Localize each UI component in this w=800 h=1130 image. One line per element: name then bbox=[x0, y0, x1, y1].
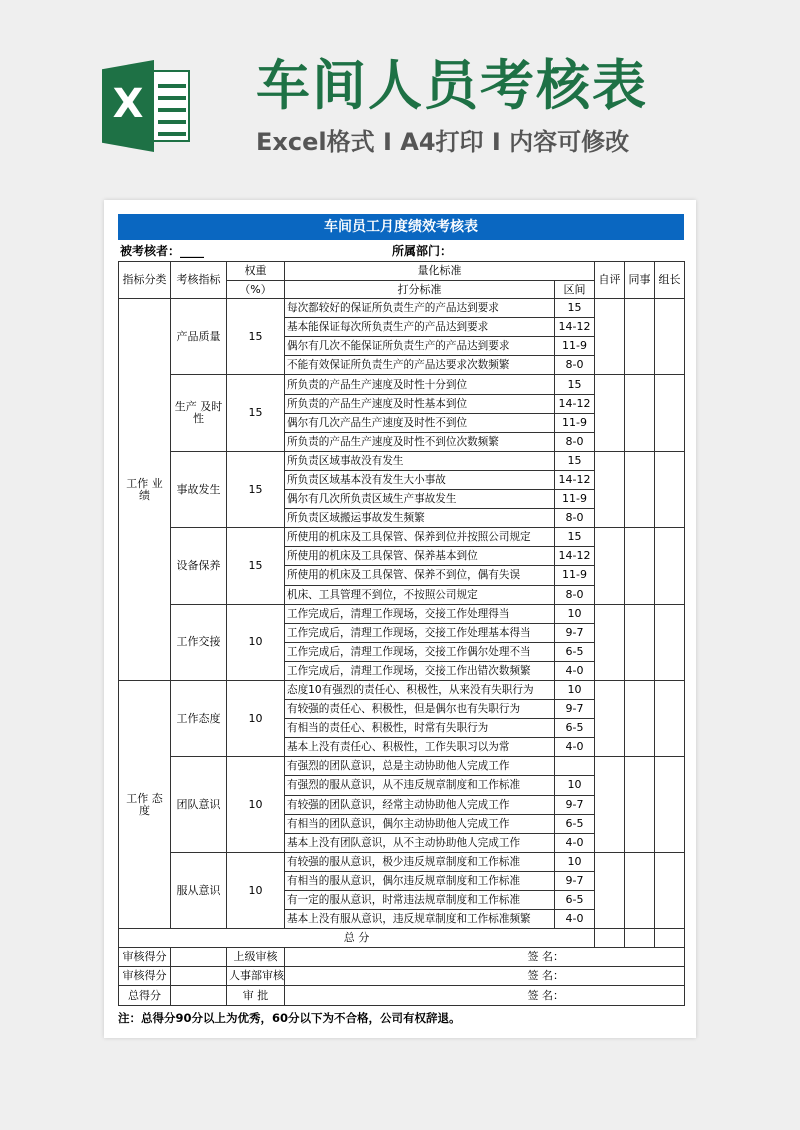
weight-cell: 10 bbox=[227, 604, 285, 680]
scoring-standard-cell: 态度10有强烈的责任心、积极性，从来没有失职行为 bbox=[285, 680, 555, 699]
scoring-standard-cell: 有相当的团队意识，偶尔主动协助他人完成工作 bbox=[285, 814, 555, 833]
range-cell: 14-12 bbox=[555, 318, 595, 337]
score-value-cell[interactable] bbox=[171, 967, 227, 986]
total-label: 总 分 bbox=[119, 929, 595, 948]
scoring-standard-cell: 所负责的产品生产速度及时性十分到位 bbox=[285, 375, 555, 394]
indicator-cell: 设备保养 bbox=[171, 528, 227, 604]
col-leader-header: 组长 bbox=[655, 262, 685, 299]
indicator-cell: 工作交接 bbox=[171, 604, 227, 680]
self-score-cell[interactable] bbox=[595, 757, 625, 852]
range-cell: 10 bbox=[555, 680, 595, 699]
range-cell: 6-5 bbox=[555, 891, 595, 910]
scoring-standard-cell: 工作完成后，清理工作现场，交接工作偶尔处理不当 bbox=[285, 642, 555, 661]
range-cell: 8-0 bbox=[555, 585, 595, 604]
self-score-cell[interactable] bbox=[595, 852, 625, 928]
weight-cell: 10 bbox=[227, 852, 285, 928]
scoring-standard-cell: 工作完成后，清理工作现场，交接工作处理基本得当 bbox=[285, 623, 555, 642]
scoring-standard-cell: 基本上没有服从意识，违反规章制度和工作标准频繁 bbox=[285, 910, 555, 929]
scoring-standard-cell: 不能有效保证所负责生产的产品达要求次数频繁 bbox=[285, 356, 555, 375]
score-label-cell: 审核得分 bbox=[119, 948, 171, 967]
range-cell: 9-7 bbox=[555, 623, 595, 642]
leader-score-cell[interactable] bbox=[655, 852, 685, 928]
table-row bbox=[119, 299, 685, 318]
range-cell: 8-0 bbox=[555, 509, 595, 528]
scoring-standard-cell: 有强烈的团队意识，总是主动协助他人完成工作 bbox=[285, 757, 555, 776]
score-label-cell: 审核得分 bbox=[119, 967, 171, 986]
weight-cell: 10 bbox=[227, 757, 285, 852]
range-cell: 6-5 bbox=[555, 642, 595, 661]
leader-score-cell[interactable] bbox=[655, 299, 685, 375]
self-score-cell[interactable] bbox=[595, 680, 625, 756]
range-cell: 15 bbox=[555, 299, 595, 318]
scoring-standard-cell: 有相当的服从意识，偶尔违反规章制度和工作标准 bbox=[285, 871, 555, 890]
scoring-standard-cell: 所使用的机床及工具保管、保养基本到位 bbox=[285, 547, 555, 566]
peer-score-cell[interactable] bbox=[625, 375, 655, 451]
self-score-cell[interactable] bbox=[595, 528, 625, 604]
peer-score-cell[interactable] bbox=[625, 604, 655, 680]
peer-score-cell[interactable] bbox=[625, 757, 655, 852]
range-cell: 11-9 bbox=[555, 566, 595, 585]
scoring-standard-cell: 基本上没有责任心、积极性，工作失职习以为常 bbox=[285, 738, 555, 757]
scoring-standard-cell: 有较强的责任心、积极性，但是偶尔也有失职行为 bbox=[285, 700, 555, 719]
range-cell: 9-7 bbox=[555, 795, 595, 814]
range-cell: 14-12 bbox=[555, 470, 595, 489]
approver-cell: 人事部审核 bbox=[227, 967, 285, 986]
department-label: 所属部门： bbox=[392, 244, 453, 258]
range-cell: 4-0 bbox=[555, 738, 595, 757]
peer-score-cell[interactable] bbox=[625, 680, 655, 756]
signature-cell[interactable]: 签 名： bbox=[285, 948, 685, 967]
indicator-cell: 生产 及时性 bbox=[171, 375, 227, 451]
signature-cell[interactable]: 签 名： bbox=[285, 986, 685, 1005]
approver-cell: 审 批 bbox=[227, 986, 285, 1005]
weight-cell: 15 bbox=[227, 375, 285, 451]
score-value-cell[interactable] bbox=[171, 948, 227, 967]
scoring-standard-cell: 机床、工具管理不到位，不按照公司规定 bbox=[285, 585, 555, 604]
col-quant-header: 量化标准 bbox=[285, 262, 595, 281]
col-category-header: 指标分类 bbox=[119, 262, 171, 299]
range-cell: 9-7 bbox=[555, 871, 595, 890]
weight-cell: 15 bbox=[227, 451, 285, 527]
assessment-table bbox=[118, 261, 685, 1006]
col-weight-unit: （%） bbox=[227, 281, 285, 299]
col-self-header: 自评 bbox=[595, 262, 625, 299]
excel-logo-letter: X bbox=[112, 81, 144, 127]
range-cell: 10 bbox=[555, 852, 595, 871]
range-cell: 15 bbox=[555, 375, 595, 394]
leader-score-cell[interactable] bbox=[655, 528, 685, 604]
col-weight-header: 权重 bbox=[227, 262, 285, 281]
indicator-cell: 工作态度 bbox=[171, 680, 227, 756]
peer-score-cell[interactable] bbox=[625, 528, 655, 604]
approval-row bbox=[119, 948, 685, 967]
col-peer-header: 同事 bbox=[625, 262, 655, 299]
scoring-standard-cell: 偶尔有几次不能保证所负责生产的产品达到要求 bbox=[285, 337, 555, 356]
scoring-standard-cell: 有一定的服从意识，时常违法规章制度和工作标准 bbox=[285, 891, 555, 910]
scoring-standard-cell: 所负责区域搬运事故发生频繁 bbox=[285, 509, 555, 528]
examinee-label: 被考核者：____ bbox=[120, 244, 205, 258]
banner-subtitle: Excel格式 I A4打印 I 内容可修改 bbox=[256, 128, 630, 156]
range-cell: 11-9 bbox=[555, 337, 595, 356]
scoring-standard-cell: 所负责的产品生产速度及时性不到位次数频繁 bbox=[285, 432, 555, 451]
range-cell: 4-0 bbox=[555, 833, 595, 852]
range-cell: 10 bbox=[555, 776, 595, 795]
scoring-standard-cell: 有相当的责任心、积极性，时常有失职行为 bbox=[285, 719, 555, 738]
range-cell: 4-0 bbox=[555, 661, 595, 680]
range-cell: 4-0 bbox=[555, 910, 595, 929]
scoring-standard-cell: 有较强的团队意识，经常主动协助他人完成工作 bbox=[285, 795, 555, 814]
approver-cell: 上级审核 bbox=[227, 948, 285, 967]
scoring-standard-cell: 工作完成后，清理工作现场，交接工作处理得当 bbox=[285, 604, 555, 623]
footnote: 注：总得分90分以上为优秀，60分以下为不合格，公司有权辞退。 bbox=[118, 1011, 461, 1025]
self-score-cell[interactable] bbox=[595, 604, 625, 680]
indicator-cell: 产品质量 bbox=[171, 299, 227, 375]
leader-score-cell[interactable] bbox=[655, 451, 685, 527]
total-self-cell[interactable] bbox=[595, 929, 625, 948]
range-cell: 6-5 bbox=[555, 719, 595, 738]
total-peer-cell[interactable] bbox=[625, 929, 655, 948]
form-title: 车间员工月度绩效考核表 bbox=[118, 214, 684, 240]
leader-score-cell[interactable] bbox=[655, 757, 685, 852]
scoring-standard-cell: 所负责区域基本没有发生大小事故 bbox=[285, 470, 555, 489]
table-row bbox=[119, 604, 685, 623]
indicator-cell: 服从意识 bbox=[171, 852, 227, 928]
scoring-standard-cell: 每次都较好的保证所负责生产的产品达到要求 bbox=[285, 299, 555, 318]
range-cell: 8-0 bbox=[555, 432, 595, 451]
range-cell: 8-0 bbox=[555, 356, 595, 375]
self-score-cell[interactable] bbox=[595, 451, 625, 527]
leader-score-cell[interactable] bbox=[655, 604, 685, 680]
approval-row bbox=[119, 986, 685, 1005]
scoring-standard-cell: 基本能保证每次所负责生产的产品达到要求 bbox=[285, 318, 555, 337]
range-cell: 11-9 bbox=[555, 413, 595, 432]
range-cell: 14-12 bbox=[555, 547, 595, 566]
range-cell: 14-12 bbox=[555, 394, 595, 413]
table-row bbox=[119, 451, 685, 470]
scoring-standard-cell: 偶尔有几次产品生产速度及时性不到位 bbox=[285, 413, 555, 432]
indicator-cell: 事故发生 bbox=[171, 451, 227, 527]
range-cell: 15 bbox=[555, 451, 595, 470]
range-cell: 9-7 bbox=[555, 700, 595, 719]
category-cell: 工作 态度 bbox=[119, 680, 171, 928]
scoring-standard-cell: 所负责区域事故没有发生 bbox=[285, 451, 555, 470]
table-row bbox=[119, 680, 685, 699]
self-score-cell[interactable] bbox=[595, 375, 625, 451]
range-cell: 10 bbox=[555, 604, 595, 623]
scoring-standard-cell: 工作完成后，清理工作现场，交接工作出错次数频繁 bbox=[285, 661, 555, 680]
col-indicator-header: 考核指标 bbox=[171, 262, 227, 299]
weight-cell: 10 bbox=[227, 680, 285, 756]
col-range-header: 区间 bbox=[555, 281, 595, 299]
excel-logo-icon bbox=[96, 56, 194, 152]
signature-cell[interactable]: 签 名： bbox=[285, 967, 685, 986]
banner-title: 车间人员考核表 bbox=[256, 54, 648, 117]
range-cell: 11-9 bbox=[555, 490, 595, 509]
leader-score-cell[interactable] bbox=[655, 375, 685, 451]
weight-cell: 15 bbox=[227, 299, 285, 375]
category-cell: 工作 业绩 bbox=[119, 299, 171, 681]
range-cell: 15 bbox=[555, 528, 595, 547]
total-leader-cell[interactable] bbox=[655, 929, 685, 948]
scoring-standard-cell: 偶尔有几次所负责区域生产事故发生 bbox=[285, 490, 555, 509]
range-cell: 6-5 bbox=[555, 814, 595, 833]
scoring-standard-cell: 所负责的产品生产速度及时性基本到位 bbox=[285, 394, 555, 413]
scoring-standard-cell: 所使用的机床及工具保管、保养到位并按照公司规定 bbox=[285, 528, 555, 547]
peer-score-cell[interactable] bbox=[625, 451, 655, 527]
scoring-standard-cell: 基本上没有团队意识，从不主动协助他人完成工作 bbox=[285, 833, 555, 852]
score-label-cell: 总得分 bbox=[119, 986, 171, 1005]
table-row bbox=[119, 375, 685, 394]
scoring-standard-cell: 有强烈的服从意识，从不违反规章制度和工作标准 bbox=[285, 776, 555, 795]
peer-score-cell[interactable] bbox=[625, 852, 655, 928]
table-row bbox=[119, 757, 685, 776]
score-value-cell[interactable] bbox=[171, 986, 227, 1005]
header-row-1 bbox=[119, 262, 685, 281]
range-cell bbox=[555, 757, 595, 776]
weight-cell: 15 bbox=[227, 528, 285, 604]
table-row bbox=[119, 852, 685, 871]
peer-score-cell[interactable] bbox=[625, 299, 655, 375]
total-row bbox=[119, 929, 685, 948]
table-row bbox=[119, 528, 685, 547]
scoring-standard-cell: 所使用的机床及工具保管、保养不到位，偶有失误 bbox=[285, 566, 555, 585]
approval-row bbox=[119, 967, 685, 986]
self-score-cell[interactable] bbox=[595, 299, 625, 375]
col-scoring-header: 打分标准 bbox=[285, 281, 555, 299]
leader-score-cell[interactable] bbox=[655, 680, 685, 756]
indicator-cell: 团队意识 bbox=[171, 757, 227, 852]
scoring-standard-cell: 有较强的服从意识，极少违反规章制度和工作标准 bbox=[285, 852, 555, 871]
